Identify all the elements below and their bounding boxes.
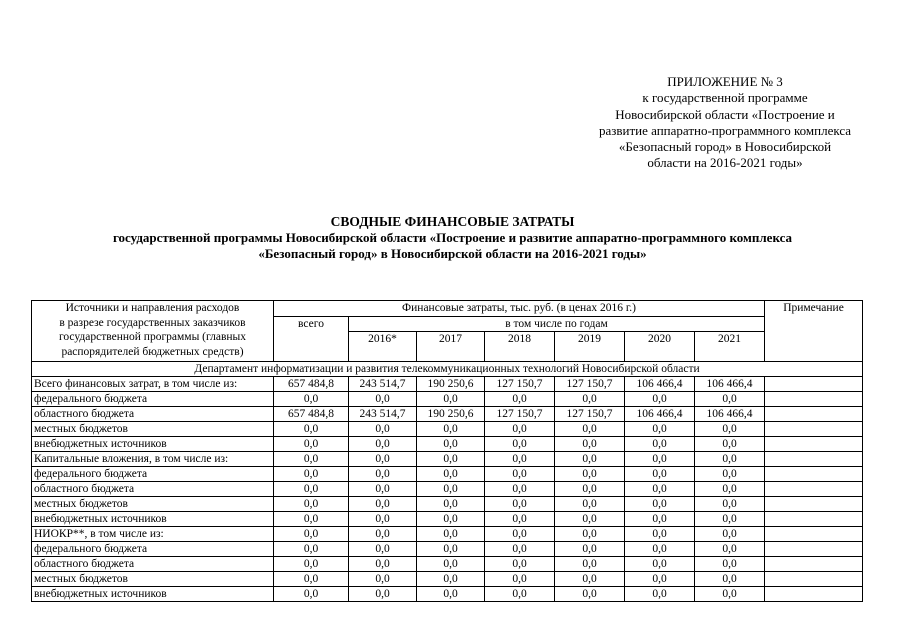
cell-year-value: 127 150,7 [485, 377, 555, 392]
cell-year-value: 0,0 [349, 452, 417, 467]
table-row [32, 407, 863, 422]
title-line-3: «Безопасный город» в Новосибирской области на 2016-2021 годы» [258, 246, 647, 261]
appendix-heading [560, 74, 890, 172]
row-label: федерального бюджета [32, 542, 274, 557]
cell-year-value: 0,0 [625, 452, 695, 467]
cell-year-value: 0,0 [485, 482, 555, 497]
cell-year-value: 0,0 [485, 452, 555, 467]
cell-note [765, 407, 863, 422]
financial-costs-table [31, 300, 863, 602]
cell-year-value: 0,0 [349, 512, 417, 527]
header-year: 2020 [625, 332, 695, 362]
cell-year-value: 0,0 [417, 482, 485, 497]
cell-year-value: 0,0 [349, 572, 417, 587]
cell-year-value: 243 514,7 [349, 377, 417, 392]
cell-year-value: 0,0 [349, 527, 417, 542]
table-row [32, 587, 863, 602]
cell-year-value: 0,0 [625, 572, 695, 587]
cell-year-value: 0,0 [417, 542, 485, 557]
cell-total: 0,0 [274, 587, 349, 602]
cell-year-value: 0,0 [349, 422, 417, 437]
cell-total: 0,0 [274, 482, 349, 497]
cell-year-value: 0,0 [695, 587, 765, 602]
cell-year-value: 0,0 [625, 512, 695, 527]
cell-year-value: 0,0 [349, 482, 417, 497]
cell-year-value: 0,0 [695, 572, 765, 587]
table-row [32, 557, 863, 572]
cell-year-value: 0,0 [349, 587, 417, 602]
cell-note [765, 452, 863, 467]
cell-year-value: 0,0 [485, 497, 555, 512]
cell-year-value: 0,0 [417, 422, 485, 437]
row-label: областного бюджета [32, 557, 274, 572]
cell-year-value: 0,0 [625, 482, 695, 497]
cell-year-value: 0,0 [417, 557, 485, 572]
header-note: Примечание [765, 301, 863, 362]
cell-year-value: 127 150,7 [555, 407, 625, 422]
row-label: НИОКР**, в том числе из: [32, 527, 274, 542]
cell-year-value: 0,0 [555, 587, 625, 602]
header-sources-line: распорядителей бюджетных средств) [61, 345, 244, 358]
cell-year-value: 0,0 [417, 512, 485, 527]
appendix-line: ПРИЛОЖЕНИЕ № 3 [667, 74, 783, 89]
cell-total: 0,0 [274, 452, 349, 467]
row-label: областного бюджета [32, 482, 274, 497]
cell-year-value: 0,0 [417, 452, 485, 467]
table-row [32, 377, 863, 392]
cell-total: 0,0 [274, 392, 349, 407]
cell-year-value: 0,0 [555, 392, 625, 407]
cell-year-value: 0,0 [349, 497, 417, 512]
cell-year-value: 0,0 [555, 422, 625, 437]
cell-note [765, 377, 863, 392]
appendix-line: «Безопасный город» в Новосибирской [618, 139, 832, 155]
cell-year-value: 0,0 [625, 392, 695, 407]
cell-year-value: 0,0 [555, 572, 625, 587]
cell-year-value: 0,0 [485, 587, 555, 602]
cell-year-value: 0,0 [485, 512, 555, 527]
header-year: 2019 [555, 332, 625, 362]
table-row [32, 422, 863, 437]
cell-year-value: 0,0 [485, 392, 555, 407]
cell-note [765, 497, 863, 512]
cell-year-value: 0,0 [349, 437, 417, 452]
table-row [32, 437, 863, 452]
cell-year-value: 0,0 [417, 572, 485, 587]
cell-year-value: 0,0 [625, 542, 695, 557]
department-row: Департамент информатизации и развития телекоммуникационных технологий Новосибирской области [32, 362, 863, 377]
cell-year-value: 0,0 [555, 497, 625, 512]
table-row [32, 572, 863, 587]
cell-year-value: 0,0 [625, 437, 695, 452]
cell-year-value: 0,0 [695, 467, 765, 482]
cell-year-value: 0,0 [485, 557, 555, 572]
cell-year-value: 0,0 [485, 572, 555, 587]
header-sources-line: в разрезе государственных заказчиков [59, 316, 246, 329]
row-label: внебюджетных источников [32, 437, 274, 452]
header-sources [32, 301, 274, 362]
row-label: внебюджетных источников [32, 512, 274, 527]
title-line-2: государственной программы Новосибирской области «Построение и развитие аппаратно-программного комплекса [112, 230, 793, 245]
title-line-1: СВОДНЫЕ ФИНАНСОВЫЕ ЗАТРАТЫ [330, 214, 575, 229]
cell-year-value: 190 250,6 [417, 377, 485, 392]
cell-year-value: 0,0 [485, 437, 555, 452]
document-title [0, 214, 905, 262]
cell-year-value: 0,0 [695, 482, 765, 497]
cell-year-value: 0,0 [625, 587, 695, 602]
cell-year-value: 0,0 [695, 557, 765, 572]
table-row [32, 542, 863, 557]
header-sources-line: государственной программы (главных [58, 331, 247, 343]
cell-year-value: 0,0 [555, 437, 625, 452]
table-row [32, 392, 863, 407]
cell-year-value: 0,0 [417, 437, 485, 452]
cell-year-value: 0,0 [555, 512, 625, 527]
cell-year-value: 0,0 [695, 512, 765, 527]
header-year: 2016* [349, 332, 417, 362]
table-row [32, 497, 863, 512]
cell-year-value: 0,0 [625, 557, 695, 572]
cell-total: 0,0 [274, 467, 349, 482]
cell-year-value: 0,0 [349, 542, 417, 557]
cell-year-value: 106 466,4 [625, 377, 695, 392]
header-year: 2017 [417, 332, 485, 362]
cell-year-value: 0,0 [349, 392, 417, 407]
cell-total: 0,0 [274, 512, 349, 527]
cell-year-value: 0,0 [555, 452, 625, 467]
cell-year-value: 0,0 [625, 467, 695, 482]
cell-total: 657 484,8 [274, 377, 349, 392]
cell-note [765, 512, 863, 527]
cell-total: 0,0 [274, 527, 349, 542]
cell-year-value: 0,0 [555, 482, 625, 497]
cell-note [765, 437, 863, 452]
cell-year-value: 0,0 [625, 527, 695, 542]
table-row [32, 467, 863, 482]
header-sources-line: Источники и направления расходов [65, 302, 240, 314]
table-row [32, 452, 863, 467]
cell-year-value: 0,0 [625, 422, 695, 437]
cell-year-value: 0,0 [485, 422, 555, 437]
table-row [32, 482, 863, 497]
cell-total: 0,0 [274, 572, 349, 587]
cell-year-value: 0,0 [349, 467, 417, 482]
cell-total: 0,0 [274, 557, 349, 572]
cell-total: 0,0 [274, 437, 349, 452]
cell-year-value: 0,0 [417, 392, 485, 407]
cell-note [765, 422, 863, 437]
header-by-year: в том числе по годам [349, 316, 765, 332]
row-label: местных бюджетов [32, 422, 274, 437]
cell-year-value: 0,0 [695, 527, 765, 542]
cell-note [765, 557, 863, 572]
cell-year-value: 0,0 [485, 527, 555, 542]
appendix-line: к государственной программе [642, 90, 808, 106]
header-costs: Финансовые затраты, тыс. руб. (в ценах 2016 г.) [274, 301, 765, 317]
cell-year-value: 0,0 [695, 542, 765, 557]
header-year: 2018 [485, 332, 555, 362]
row-label: федерального бюджета [32, 392, 274, 407]
cell-year-value: 243 514,7 [349, 407, 417, 422]
cell-year-value: 0,0 [555, 557, 625, 572]
row-label: местных бюджетов [32, 497, 274, 512]
cell-note [765, 572, 863, 587]
row-label: внебюджетных источников [32, 587, 274, 602]
cell-note [765, 542, 863, 557]
cell-year-value: 0,0 [485, 467, 555, 482]
cell-year-value: 0,0 [695, 452, 765, 467]
cell-note [765, 467, 863, 482]
row-label: Всего финансовых затрат, в том числе из: [32, 377, 274, 392]
row-label: Капитальные вложения, в том числе из: [32, 452, 274, 467]
cell-year-value: 0,0 [695, 422, 765, 437]
cell-year-value: 127 150,7 [555, 377, 625, 392]
cell-note [765, 482, 863, 497]
cell-year-value: 0,0 [417, 587, 485, 602]
cell-year-value: 0,0 [555, 527, 625, 542]
row-label: областного бюджета [32, 407, 274, 422]
cell-year-value: 106 466,4 [695, 407, 765, 422]
cell-year-value: 0,0 [695, 437, 765, 452]
cell-year-value: 106 466,4 [625, 407, 695, 422]
cell-year-value: 0,0 [695, 392, 765, 407]
cell-note [765, 392, 863, 407]
cell-year-value: 0,0 [695, 497, 765, 512]
cell-year-value: 106 466,4 [695, 377, 765, 392]
cell-year-value: 0,0 [555, 467, 625, 482]
cell-year-value: 0,0 [555, 542, 625, 557]
cell-total: 0,0 [274, 542, 349, 557]
cell-total: 0,0 [274, 497, 349, 512]
cell-total: 657 484,8 [274, 407, 349, 422]
table-row [32, 512, 863, 527]
cell-note [765, 587, 863, 602]
cell-year-value: 0,0 [485, 542, 555, 557]
cell-year-value: 0,0 [417, 527, 485, 542]
row-label: федерального бюджета [32, 467, 274, 482]
cell-year-value: 0,0 [417, 467, 485, 482]
cell-year-value: 0,0 [625, 497, 695, 512]
cell-year-value: 0,0 [349, 557, 417, 572]
cell-year-value: 0,0 [417, 497, 485, 512]
appendix-line: развитие аппаратно-программного комплекса [598, 122, 852, 138]
row-label: местных бюджетов [32, 572, 274, 587]
cell-year-value: 190 250,6 [417, 407, 485, 422]
table-row [32, 527, 863, 542]
cell-total: 0,0 [274, 422, 349, 437]
header-year: 2021 [695, 332, 765, 362]
header-total: всего [274, 316, 349, 362]
appendix-line: Новосибирской области «Построение и [615, 106, 835, 122]
cell-year-value: 127 150,7 [485, 407, 555, 422]
cell-note [765, 527, 863, 542]
appendix-line: области на 2016-2021 годы» [647, 155, 803, 171]
